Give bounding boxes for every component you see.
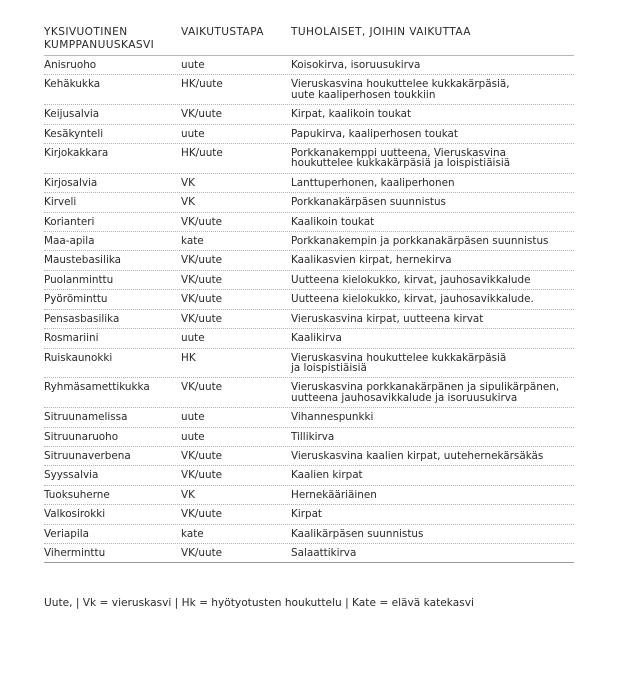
table-row bbox=[44, 290, 574, 309]
table-row bbox=[44, 125, 574, 144]
mode-cell: VK/uute bbox=[181, 108, 223, 121]
mode-cell: VK/uute bbox=[181, 449, 223, 462]
mode-cell: VK bbox=[181, 488, 195, 501]
pests-cell: Kaalien kirpat bbox=[291, 469, 363, 482]
table-row bbox=[44, 232, 574, 251]
table-body bbox=[44, 56, 574, 563]
pests-cell: Kaalikoin toukat bbox=[291, 215, 375, 228]
pests-cell: Porkkanakempin ja porkkanakärpäsen suunnistus bbox=[291, 235, 549, 248]
table-row bbox=[44, 466, 574, 485]
pests-cell: Vieruskasvina houkuttelee kukkakärpäsiä, uute kaaliperhosen toukkiin bbox=[291, 78, 510, 101]
plant-name-cell: Kirjokakkara bbox=[44, 147, 109, 160]
mode-cell: VK bbox=[181, 196, 195, 209]
pests-cell: Koisokirva, isoruusukirva bbox=[291, 59, 421, 71]
pests-cell: Porkkanakärpäsen suunnistus bbox=[291, 196, 446, 209]
table-row bbox=[44, 174, 574, 193]
header-pests: TUHOLAISET, JOIHIN VAIKUTTAA bbox=[291, 26, 471, 38]
table-row bbox=[44, 310, 574, 329]
table-row bbox=[44, 505, 574, 524]
pests-cell: Tillikirva bbox=[291, 430, 335, 443]
table-row bbox=[44, 75, 574, 105]
plant-name-cell: Viherminttu bbox=[44, 546, 106, 559]
table-row bbox=[44, 486, 574, 505]
plant-name-cell: Anisruoho bbox=[44, 59, 97, 71]
mode-cell: HK/uute bbox=[181, 78, 223, 91]
table-row bbox=[44, 378, 574, 408]
table-row bbox=[44, 251, 574, 270]
pests-cell: Vieruskasvina porkkanakärpänen ja sipulikärpänen, uutteena jauhosavikkalude ja isoruusukirva bbox=[291, 381, 560, 404]
table-row bbox=[44, 105, 574, 124]
mode-cell: VK/uute bbox=[181, 508, 223, 521]
pests-cell: Papukirva, kaaliperhosen toukat bbox=[291, 127, 458, 140]
mode-cell: VK/uute bbox=[181, 215, 223, 228]
plant-name-cell: Puolanminttu bbox=[44, 273, 114, 286]
plant-name-cell: Kirveli bbox=[44, 196, 77, 209]
plant-name-cell: Sitruunamelissa bbox=[44, 411, 128, 424]
plant-name-cell: Maustebasilika bbox=[44, 254, 122, 267]
plant-name-cell: Sitruunaverbena bbox=[44, 449, 131, 462]
pests-cell: Vieruskasvina kaalien kirpat, uutehernekärsäkäs bbox=[291, 449, 544, 462]
table-row bbox=[44, 544, 574, 563]
pests-cell: Vieruskasvina kirpat, uutteena kirvat bbox=[291, 312, 484, 325]
pests-cell: Salaattikirva bbox=[291, 546, 357, 559]
table-row bbox=[44, 408, 574, 427]
pests-cell: Vihannespunkki bbox=[291, 411, 374, 424]
plant-name-cell: Pyöröminttu bbox=[44, 293, 108, 306]
pests-cell: Kirpat, kaalikoin toukat bbox=[291, 108, 412, 121]
plant-name-cell: Valkosirokki bbox=[44, 508, 106, 521]
pests-cell: Lanttuperhonen, kaaliperhonen bbox=[291, 176, 455, 189]
table-row bbox=[44, 349, 574, 379]
table-row bbox=[44, 271, 574, 290]
pests-cell: Kaalikärpäsen suunnistus bbox=[291, 527, 424, 540]
plant-name-cell: Kehäkukka bbox=[44, 78, 101, 91]
plant-name-cell: Tuoksuherne bbox=[44, 488, 110, 501]
plant-name-cell: Kesäkynteli bbox=[44, 127, 104, 140]
header-plant bbox=[44, 26, 181, 51]
plant-name-cell: Maa-apila bbox=[44, 235, 95, 248]
legend-footnote: Uute, | Vk = vieruskasvi | Hk = hyötyotusten houkuttelu | Kate = elävä katekasvi bbox=[44, 597, 474, 609]
table-header bbox=[44, 26, 574, 56]
pests-cell: Vieruskasvina houkuttelee kukkakärpäsiä ja loispistiäisiä bbox=[291, 351, 507, 374]
mode-cell: uute bbox=[181, 127, 205, 140]
table-row bbox=[44, 193, 574, 212]
pests-cell: Kaalikirva bbox=[291, 332, 342, 345]
mode-cell: VK bbox=[181, 176, 195, 189]
mode-cell: VK/uute bbox=[181, 546, 223, 559]
table-row bbox=[44, 428, 574, 447]
mode-cell: VK/uute bbox=[181, 273, 223, 286]
plant-name-cell: Rosmariini bbox=[44, 332, 99, 345]
mode-cell: HK bbox=[181, 351, 196, 364]
pests-cell: Hernekääriäinen bbox=[291, 488, 377, 501]
mode-cell: VK/uute bbox=[181, 381, 223, 394]
plant-name-cell: Sitruunaruoho bbox=[44, 430, 119, 443]
pests-cell: Uutteena kielokukko, kirvat, jauhosavikkalude bbox=[291, 273, 531, 286]
table-row bbox=[44, 56, 574, 75]
mode-cell: HK/uute bbox=[181, 147, 223, 160]
pests-cell: Porkkanakemppi uutteena, Vieruskasvina houkuttelee kukkakärpäsiä ja loispistiäisiä bbox=[291, 147, 511, 170]
pests-cell: Uutteena kielokukko, kirvat, jauhosavikkalude. bbox=[291, 293, 534, 306]
pests-cell: Kirpat bbox=[291, 508, 323, 521]
header-mode: VAIKUTUSTAPA bbox=[181, 26, 264, 38]
mode-cell: VK/uute bbox=[181, 312, 223, 325]
plant-name-cell: Veriapila bbox=[44, 527, 89, 540]
table-bottom-rule bbox=[44, 562, 574, 563]
mode-cell: kate bbox=[181, 527, 204, 540]
mode-cell: uute bbox=[181, 332, 205, 345]
table-row bbox=[44, 447, 574, 466]
pests-cell: Kaalikasvien kirpat, hernekirva bbox=[291, 254, 452, 267]
mode-cell: uute bbox=[181, 430, 205, 443]
plant-name-cell: Pensasbasilika bbox=[44, 312, 120, 325]
mode-cell: VK/uute bbox=[181, 254, 223, 267]
mode-cell: kate bbox=[181, 235, 204, 248]
mode-cell: uute bbox=[181, 59, 205, 71]
header-plant-line1: YKSIVUOTINEN bbox=[44, 26, 128, 38]
table-row bbox=[44, 329, 574, 348]
table-row bbox=[44, 525, 574, 544]
companion-plant-table bbox=[44, 26, 574, 563]
plant-name-cell: Keijusalvia bbox=[44, 108, 100, 121]
table-row bbox=[44, 213, 574, 232]
mode-cell: VK/uute bbox=[181, 469, 223, 482]
table-row bbox=[44, 144, 574, 174]
plant-name-cell: Ruiskaunokki bbox=[44, 351, 113, 364]
mode-cell: VK/uute bbox=[181, 293, 223, 306]
plant-name-cell: Korianteri bbox=[44, 215, 95, 228]
header-plant-line2: KUMPPANUUSKASVI bbox=[44, 38, 155, 51]
plant-name-cell: Kirjosalvia bbox=[44, 176, 98, 189]
plant-name-cell: Ryhmäsamettikukka bbox=[44, 381, 150, 394]
plant-name-cell: Syyssalvia bbox=[44, 469, 99, 482]
mode-cell: uute bbox=[181, 411, 205, 424]
